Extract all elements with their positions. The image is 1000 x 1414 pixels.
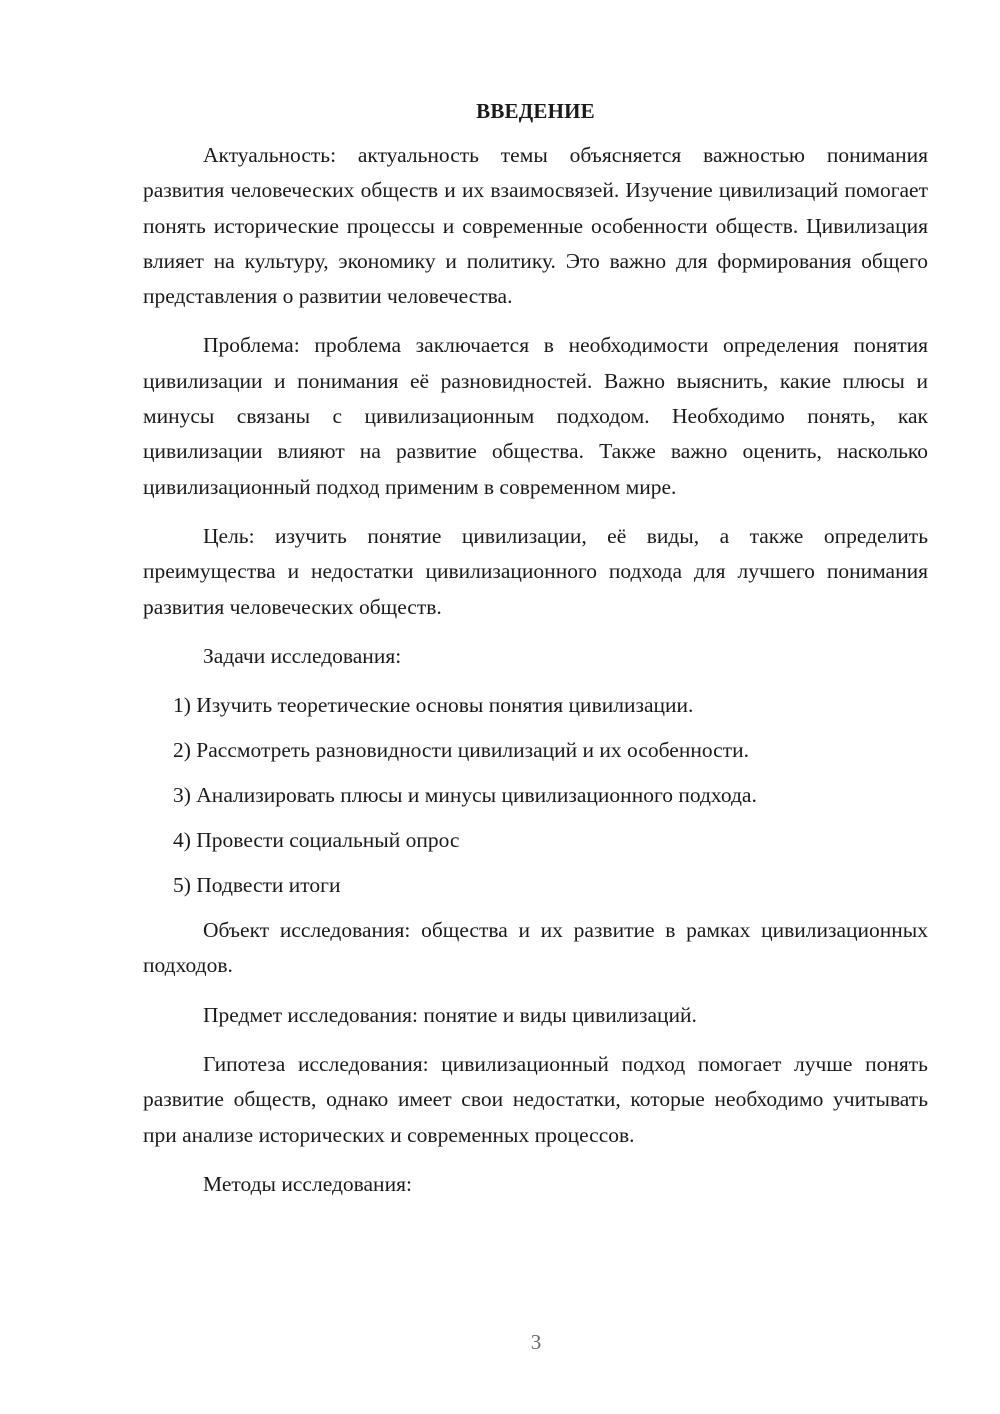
task-item: 3) Анализировать плюсы и минусы цивилизационного подхода. [173, 783, 757, 808]
section-title: ВВЕДЕНИЕ [476, 99, 595, 123]
subject-paragraph: Предмет исследования: понятие и виды цивилизаций. [203, 1002, 697, 1027]
goal-paragraph: Цель: изучить понятие цивилизации, её виды, а также определить преимущества и недостатки цивилизационного подхода для лучшего понимания развития человеческих обществ. [143, 523, 928, 619]
tasks-heading: Задачи исследования: [203, 643, 402, 668]
relevance-paragraph: Актуальность: актуальность темы объясняется важностью понимания развития человеческих обществ и их взаимосвязей. Изучение цивилизаций помогает понять исторические процессы и современные особенности обществ. Цивилизация влияет на культуру, экономику и политику. Это важно для формирования общего представления о развитии человечества. [143, 143, 928, 309]
methods-heading: Методы исследования: [203, 1171, 412, 1196]
task-item: 2) Рассмотреть разновидности цивилизаций и их особенности. [173, 738, 749, 763]
page-number: 3 [530, 1330, 542, 1354]
tasks-list [143, 688, 928, 903]
page-content [143, 96, 928, 1216]
problem-paragraph: Проблема: проблема заключается в необходимости определения понятия цивилизации и понимания её разновидностей. Важно выяснить, какие плюсы и минусы связаны с цивилизационным подходом. Необходимо понять, как цивилизации влияют на развитие общества. Также важно оценить, насколько цивилизационный подход применим в современном мире. [143, 333, 928, 499]
task-item: 1) Изучить теоретические основы понятия цивилизации. [173, 693, 694, 718]
task-item: 4) Провести социальный опрос [173, 828, 460, 853]
hypothesis-paragraph: Гипотеза исследования: цивилизационный подход помогает лучше понять развитие обществ, однако имеет свои недостатки, которые необходимо учитывать при анализе исторических и современных процессов. [143, 1052, 928, 1147]
object-paragraph: Объект исследования: общества и их развитие в рамках цивилизационных подходов. [143, 918, 928, 978]
task-item: 5) Подвести итоги [173, 873, 341, 898]
